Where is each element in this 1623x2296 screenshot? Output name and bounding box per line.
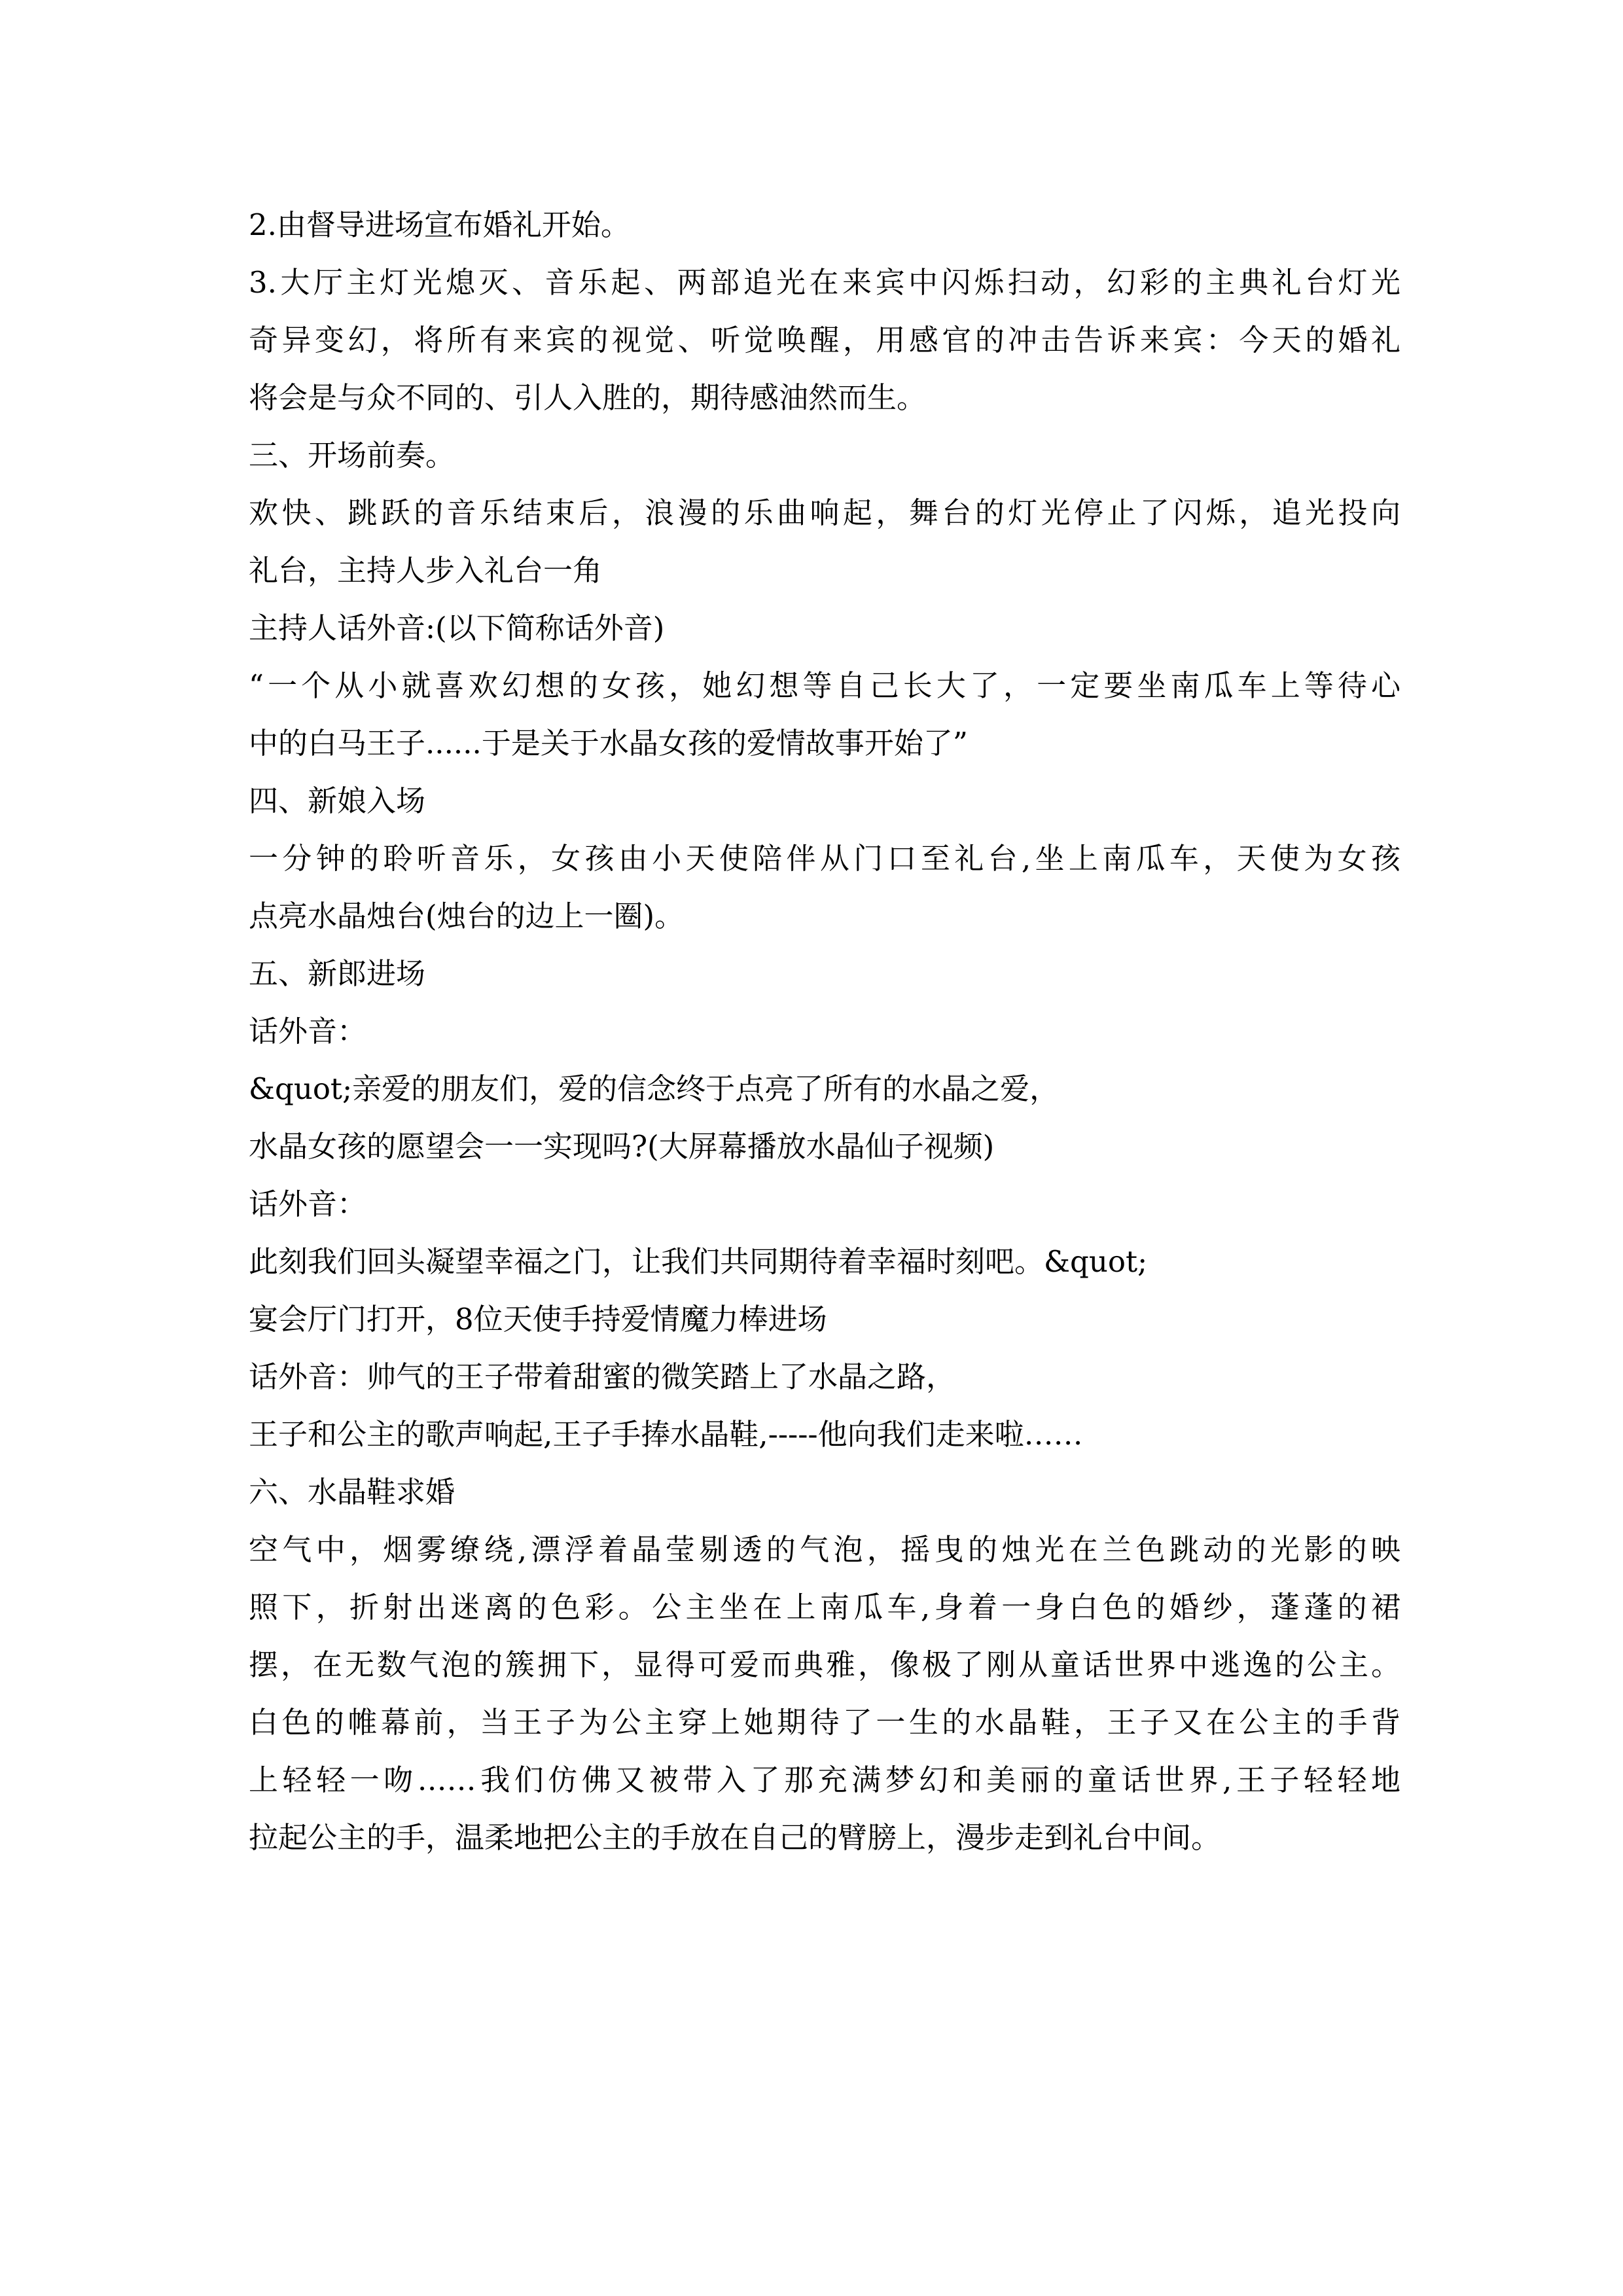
paragraph-line: 白色的帷幕前，当王子为公主穿上她期待了一生的水晶鞋，王子又在公主的手背 — [249, 1705, 1400, 1740]
paragraph-line: 将会是与众不同的、引人入胜的，期待感油然而生。 — [249, 380, 927, 415]
paragraph-line: 2.由督导进场宣布婚礼开始。 — [249, 207, 630, 242]
paragraph-line: 话外音：帅气的王子带着甜蜜的微笑踏上了水晶之路， — [249, 1359, 956, 1394]
paragraph-line: &quot;亲爱的朋友们，爱的信念终于点亮了所有的水晶之爱， — [249, 1071, 1060, 1106]
paragraph-line: 话外音： — [249, 1014, 367, 1049]
paragraph-line: 3.大厅主灯光熄灭、音乐起、两部追光在来宾中闪烁扫动，幻彩的主典礼台灯光 — [249, 265, 1400, 300]
paragraph-line: 礼台，主持人步入礼台一角 — [249, 553, 603, 588]
paragraph-line: 点亮水晶烛台(烛台的边上一圈)。 — [249, 899, 685, 933]
section-heading: 六、水晶鞋求婚 — [249, 1475, 455, 1509]
paragraph-line: 水晶女孩的愿望会一一实现吗?(大屏幕播放水晶仙子视频) — [249, 1129, 995, 1164]
section-heading: 四、新娘入场 — [249, 783, 426, 818]
paragraph-line: 话外音： — [249, 1187, 367, 1221]
paragraph-line: 摆，在无数气泡的簇拥下，显得可爱而典雅，像极了刚从童话世界中逃逸的公主。 — [249, 1647, 1400, 1682]
document-body — [249, 196, 1400, 1867]
paragraph-line: “一个从小就喜欢幻想的女孩，她幻想等自己长大了，一定要坐南瓜车上等待心 — [249, 668, 1400, 703]
paragraph-line: 拉起公主的手，温柔地把公主的手放在自己的臂膀上，漫步走到礼台中间。 — [249, 1820, 1221, 1855]
paragraph-line: 上轻轻一吻……我们仿佛又被带入了那充满梦幻和美丽的童话世界,王子轻轻地 — [249, 1763, 1400, 1797]
paragraph-line: 中的白马王子......于是关于水晶女孩的爱情故事开始了” — [249, 726, 968, 761]
section-heading: 五、新郎进场 — [249, 956, 426, 991]
paragraph-line: 王子和公主的歌声响起,王子手捧水晶鞋,-----他向我们走来啦…… — [249, 1417, 1083, 1452]
paragraph-line: 宴会厅门打开，8位天使手持爱情魔力棒进场 — [249, 1302, 827, 1336]
paragraph-line: 空气中，烟雾缭绕,漂浮着晶莹剔透的气泡，摇曳的烛光在兰色跳动的光影的映 — [249, 1532, 1400, 1567]
section-heading: 三、开场前奏。 — [249, 438, 455, 473]
paragraph-line: 奇异变幻，将所有来宾的视觉、听觉唤醒，用感官的冲击告诉来宾：今天的婚礼 — [249, 323, 1400, 357]
paragraph-line: 此刻我们回头凝望幸福之门，让我们共同期待着幸福时刻吧。&quot; — [249, 1244, 1148, 1279]
paragraph-line: 一分钟的聆听音乐，女孩由小天使陪伴从门口至礼台,坐上南瓜车，天使为女孩 — [249, 841, 1400, 876]
paragraph-line: 欢快、跳跃的音乐结束后，浪漫的乐曲响起，舞台的灯光停止了闪烁，追光投向 — [249, 495, 1400, 530]
paragraph-line: 照下，折射出迷离的色彩。公主坐在上南瓜车,身着一身白色的婚纱，蓬蓬的裙 — [249, 1590, 1400, 1624]
paragraph-line: 主持人话外音:(以下简称话外音) — [249, 611, 665, 645]
